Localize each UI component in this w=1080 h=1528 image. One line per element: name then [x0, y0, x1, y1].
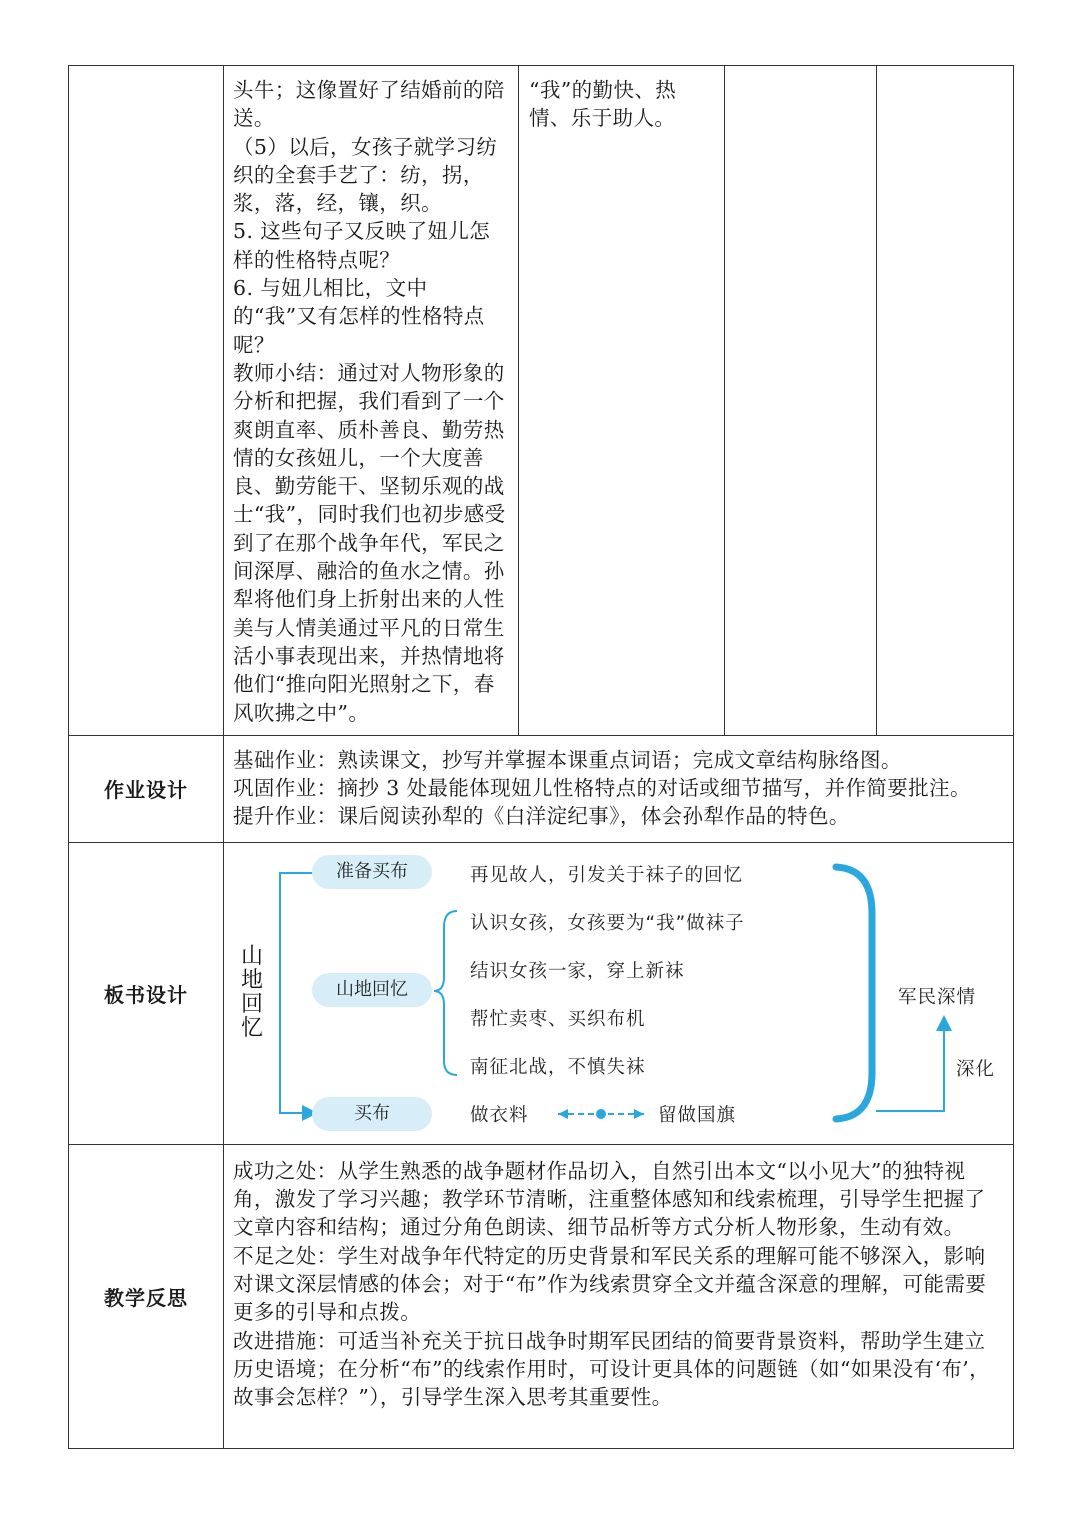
right-brace: [836, 867, 872, 1119]
board-design-cell: [224, 842, 1014, 1144]
board-deepen: 深化: [956, 1058, 996, 1080]
pill-prepare: 准备买布: [312, 855, 432, 889]
reflection-success: 成功之处：从学生熟悉的战争题材作品切入，自然引出本文“以小见大”的独特视角，激发了学习兴趣；教学环节清晰，注重整体感知和线索梳理，引导学生把握了文章内容和结构；通过分角色朗读、细节品析等方式分析人物形象，生动有效。: [233, 1158, 986, 1240]
homework-content: [224, 735, 1014, 842]
middle-brace: [434, 911, 457, 1075]
board-mid-line: 帮忙卖枣、买织布机: [470, 1008, 646, 1030]
homework-row: [69, 735, 1014, 842]
board-diagram: [224, 843, 1013, 1143]
continuation-row: [69, 66, 1014, 736]
teacher-activity-cell: [224, 66, 519, 736]
student-activity-cell: [519, 66, 725, 736]
homework-label: 作业设计: [69, 735, 224, 842]
board-row: [69, 842, 1014, 1144]
empty-cell: [877, 66, 1014, 736]
reflection-label: 教学反思: [69, 1144, 224, 1448]
lesson-plan-table: [68, 65, 1014, 1449]
board-line-top: 再见故人，引发关于袜子的回忆: [470, 864, 744, 886]
reflection-content: [224, 1144, 1014, 1448]
board-bottom-right: 留做国旗: [658, 1104, 737, 1126]
empty-cell: [725, 66, 877, 736]
board-mid-line: 南征北战，不慎失袜: [470, 1056, 646, 1078]
student-activity-text: “我”的勤快、热情、乐于助人。: [529, 78, 677, 131]
deepen-arrow: [876, 1019, 944, 1111]
reflection-improvement: 改进措施：可适当补充关于抗日战争时期军民团结的简要背景资料，帮助学生建立历史语境；在分析“布”的线索作用时，可设计更具体的问题链（如“如果没有‘布’，故事会怎样？”），引导学生深入思考其重要性。: [233, 1328, 991, 1410]
activity-line: 6. 与妞儿相比，文中的“我”又有怎样的性格特点呢？: [233, 276, 485, 357]
board-bottom-left: 做衣料: [470, 1104, 529, 1126]
lesson-plan-page: [68, 65, 1013, 1449]
left-connector: [280, 873, 316, 1113]
reflection-shortcoming: 不足之处：学生对战争年代特定的历史背景和军民关系的理解可能不够深入，影响对课文深层情感的体会；对于“布”作为线索贯穿全文并蕴含深意的理解，可能需要更多的引导和点拨。: [233, 1243, 987, 1325]
pill-buy-cloth: 买布: [312, 1097, 432, 1131]
homework-basic: 基础作业：熟读课文，抄写并掌握本课重点词语；完成文章结构脉络图。: [233, 747, 902, 772]
board-title: 山 地 回 忆: [240, 943, 263, 1041]
board-mid-line: 结识女孩一家，穿上新袜: [470, 960, 685, 982]
board-label: 板书设计: [69, 842, 224, 1144]
activity-line: 5. 这些句子又反映了妞儿怎样的性格特点呢？: [233, 219, 491, 272]
homework-consolidate: 巩固作业：摘抄 3 处最能体现妞儿性格特点的对话或细节描写，并作简要批注。: [233, 776, 971, 801]
board-mid-line: 认识女孩，女孩要为“我”做袜子: [470, 912, 745, 934]
activity-line: （5）以后，女孩子就学习纺织的全套手艺了：纺，拐，浆，落，经，镶，织。: [233, 134, 498, 216]
activity-line: 头牛；这像置好了结婚前的陪送。: [233, 78, 505, 131]
homework-advanced: 提升作业：课后阅读孙犁的《白洋淀纪事》，体会孙犁作品的特色。: [233, 804, 850, 829]
reflection-row: [69, 1144, 1014, 1448]
continuation-label-cell: [69, 66, 224, 736]
board-theme: 军民深情: [898, 986, 977, 1008]
pill-memory: 山地回忆: [312, 973, 432, 1007]
teacher-summary: 教师小结：通过对人物形象的分析和把握，我们看到了一个爽朗直率、质朴善良、勤劳热情的女孩妞儿，一个大度善良、勤劳能干、坚韧乐观的战士“我”，同时我们也初步感受到了在那个战争年代，军民之间深厚、融洽的鱼水之情。孙犁将他们身上折射出来的人性美与人情美通过平凡的日常生活小事表现出来，并热情地将他们“推向阳光照射之下，春风吹拂之中”。: [233, 360, 506, 725]
